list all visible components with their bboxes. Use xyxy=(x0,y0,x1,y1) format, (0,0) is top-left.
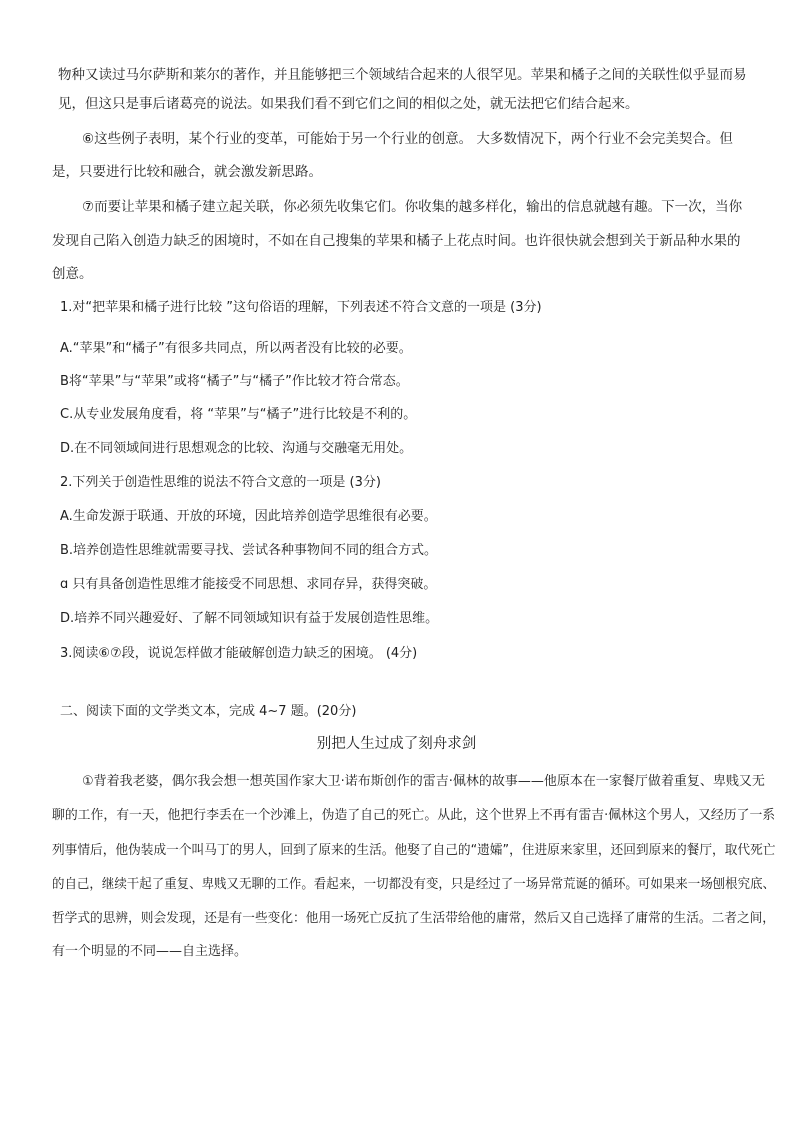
article-title: 别把人生过成了刻舟求剑 xyxy=(316,736,477,752)
question-2-option-a: A.生命发源于联通、开放的环境，因此培养创造学思维很有必要。 xyxy=(60,509,437,524)
question-2-option-b: B.培养创造性思维就需要寻找、尝试各种事物间不同的组合方式。 xyxy=(60,543,438,558)
question-1-stem: 1.对“把苹果和橘子进行比较 ”这句俗语的理解，下列表述不符合文意的一项是 (3分) xyxy=(60,300,542,315)
article-paragraph-line: 聊的工作，有一天，他把行李丢在一个沙滩上，伪造了自己的死亡。从此，这个世界上不再有雷吉·佩林这个男人，又经历了一系 xyxy=(52,808,776,823)
article-paragraph-line: 哲学式的思辨，则会发现，还是有一些变化：他用一场死亡反抗了生活带给他的庸常，然后又自己选择了庸常的生活。二者之间， xyxy=(52,911,776,926)
question-3-stem: 3.阅读⑥⑦段，说说怎样做才能破解创造力缺乏的困境。 (4分) xyxy=(60,646,418,661)
passage-paragraph-7-line: ⑦而要让苹果和橘子建立起关联，你必须先收集它们。你收集的越多样化，输出的信息就越有趣。下一次，当你 xyxy=(82,199,743,215)
question-1-option-b: B将“苹果”与“苹果”或将“橘子”与“橘子”作比较才符合常态。 xyxy=(60,374,409,389)
question-1-option-a: A.“苹果”和“橘子”有很多共同点，所以两者没有比较的必要。 xyxy=(60,341,412,356)
passage-line: 创意。 xyxy=(52,266,93,282)
question-2-option-c: ɑ 只有具备创造性思维才能接受不同思想、求同存异，获得突破。 xyxy=(60,577,437,592)
passage-paragraph-6-line: ⑥这些例子表明，某个行业的变革，可能始于另一个行业的创意。 大多数情况下，两个行业不会完美契合。但 xyxy=(82,131,733,147)
passage-line: 是，只要进行比较和融合，就会激发新思路。 xyxy=(52,164,322,180)
article-paragraph-line: 列事情后，他伪装成一个叫马丁的男人，回到了原来的生活。他娶了自己的“遗孀”，住进原来家里，还回到原来的餐厅，取代死亡 xyxy=(52,843,776,858)
passage-line: 发现自己陷入创造力缺乏的困境时，不如在自己搜集的苹果和橘子上花点时间。也许很快就会想到关于新品种水果的 xyxy=(52,233,741,249)
question-1-option-c: C.从专业发展角度看，将 “苹果”与“橘子”进行比较是不利的。 xyxy=(60,407,417,422)
section-2-heading: 二、阅读下面的文学类文本，完成 4~7 题。(20分) xyxy=(60,704,357,719)
article-paragraph-line: 的自己，继续干起了重复、卑贱又无聊的工作。看起来，一切都没有变，只是经过了一场异常荒诞的循环。可如果来一场刨根究底、 xyxy=(52,877,776,892)
question-2-stem: 2.下列关于创造性思维的说法不符合文意的一项是 (3分) xyxy=(60,475,381,490)
question-1-option-d: D.在不同领域间进行思想观念的比较、沟通与交融毫无用处。 xyxy=(60,441,413,456)
question-2-option-d: D.培养不同兴趣爱好、了解不同领域知识有益于发展创造性思维。 xyxy=(60,611,439,626)
article-paragraph-line: ①背着我老婆，偶尔我会想一想英国作家大卫·诺布斯创作的雷吉·佩林的故事——他原本在一家餐厅做着重复、卑贱又无 xyxy=(82,774,765,789)
passage-line: 物种又读过马尔萨斯和莱尔的著作，并且能够把三个领域结合起来的人很罕见。苹果和橘子之间的关联性似乎显而易 xyxy=(58,67,747,83)
article-paragraph-line: 有一个明显的不同——自主选择。 xyxy=(52,944,248,959)
passage-line: 见，但这只是事后诸葛亮的说法。如果我们看不到它们之间的相似之处，就无法把它们结合起来。 xyxy=(58,96,639,112)
